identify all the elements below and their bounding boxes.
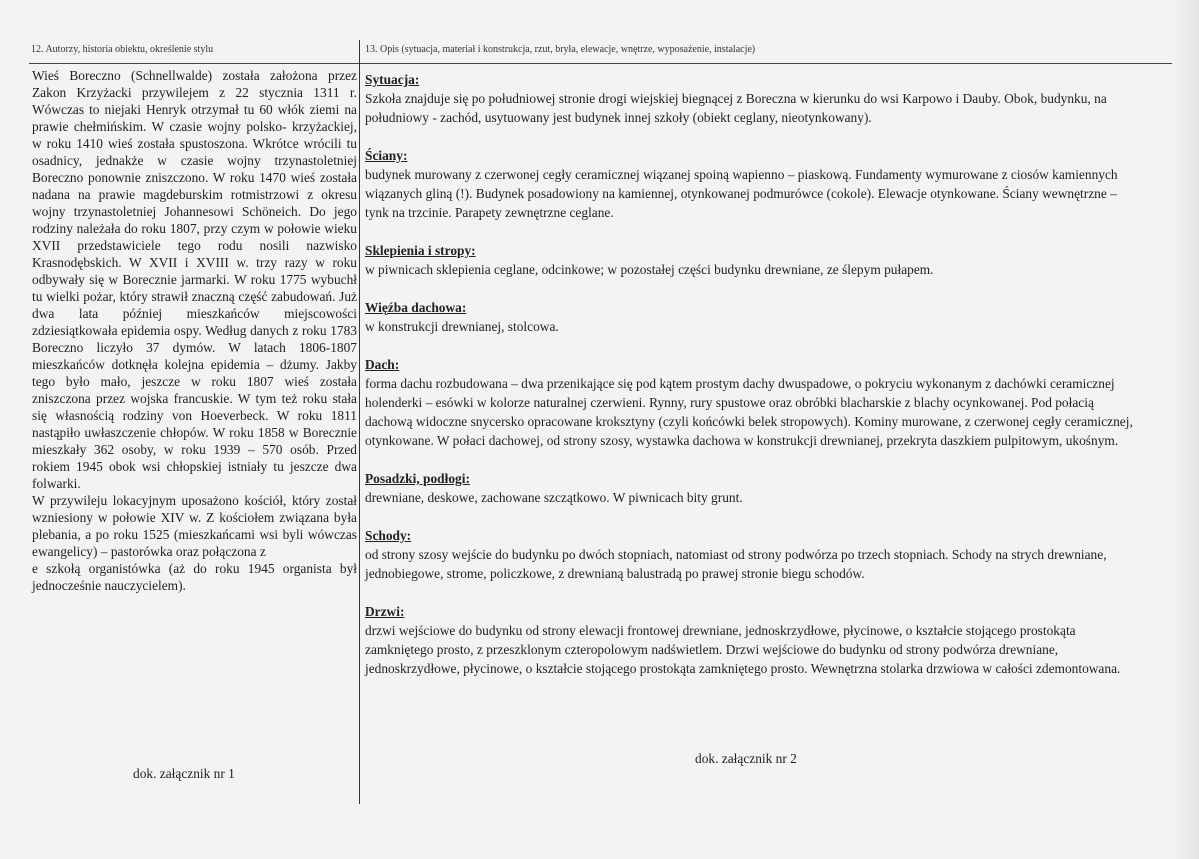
section-sytuacja [365, 70, 1135, 127]
left-footer-note: dok. załącznik nr 1 [133, 766, 235, 781]
section-body: drzwi wejściowe do budynku od strony elewacji frontowej drewniane, jednoskrzydłowe, płycinowe, o kształcie stojącego prostokąta zamkniętego prosto, z przeszklonym czteropolowym nadświetlem. Drzwi wejściowe do budynku od strony podwórza drewniane, jednoskrzydłowe, płycinowe, o kształcie stojącego prostokąta zamkniętego prosto. Wewnętrzna stolarka drzwiowa w całości zdemontowana. [365, 623, 1121, 676]
right-footer-note: dok. załącznik nr 2 [695, 751, 797, 766]
section-title: Drzwi: [365, 604, 405, 619]
section-drzwi [365, 602, 1135, 678]
history-paragraph-3: e szkołą organistówka (aż do roku 1945 organista był jednocześnie nauczycielem). [32, 561, 357, 593]
history-text [32, 67, 357, 594]
section-title: Więźba dachowa: [365, 300, 467, 315]
scan-shadow [1173, 0, 1199, 859]
section-title: Sytuacja: [365, 72, 420, 87]
history-paragraph-2: W przywileju lokacyjnym uposażono kościół, który został wzniesiony w połowie XIV w. Z kościołem związana była plebania, a po roku 1525 (mieszkańcami wsi byli wówczas ewangelicy) – pastorówka oraz połączona z [32, 493, 357, 559]
right-column-header: 13. Opis (sytuacja, materiał i konstrukcja, rzut, bryła, elewacje, wnętrze, wyposażenie, instalacje) [365, 44, 756, 55]
section-title: Schody: [365, 528, 412, 543]
header-divider [29, 63, 1172, 64]
section-body: od strony szosy wejście do budynku po dwóch stopniach, natomiast od strony podwórza po trzech stopniach. Schody na strych drewniane, jednobiegowe, strome, policzkowe, z drewnianą balustradą po prawej stronie biegu schodów. [365, 547, 1107, 581]
section-body: budynek murowany z czerwonej cegły ceramicznej wiązanej spoiną wapienno – piaskową. Fundamenty wymurowane z ciosów kamiennych wiązanych gliną (!). Budynek posadowiony na kamiennej, otynkowanej podmurówce (cokole). Elewacje otynkowane. Ściany wewnętrzne – tynk na trzcinie. Parapety zewnętrzne ceglane. [365, 167, 1118, 220]
section-sklepienia [365, 241, 1135, 279]
left-column-header: 12. Autorzy, historia obiektu, określenie stylu [31, 44, 214, 55]
section-body: forma dachu rozbudowana – dwa przenikające się pod kątem prostym dachy dwuspadowe, o pokryciu wykonanym z dachówki ceramicznej holenderki – esówki w kolorze naturalnej czerwieni. Rynny, rury spustowe oraz obróbki blacharskie z blachy ocynkowanej. Pod połacią dachową widoczne snycersko opracowane kroksztyny (czyli końcówki belek stropowych). Kominy murowane, z czerwonej cegły ceramicznej, otynkowane. W połaci dachowej, od strony szosy, wystawka dachowa w konstrukcji drewnianej, przekryta daszkiem pulpitowym, ukośnym. [365, 376, 1133, 448]
section-body: Szkoła znajduje się po południowej stronie drogi wiejskiej biegnącej z Boreczna w kierunku do wsi Karpowo i Dauby. Obok, budynku, na południowy - zachód, usytuowany jest budynek innej szkoły (obiekt ceglany, nieotynkowany). [365, 91, 1107, 125]
section-posadzki [365, 469, 1135, 507]
column-divider [359, 40, 360, 804]
description-text [365, 70, 1135, 697]
section-dach [365, 355, 1135, 450]
section-schody [365, 526, 1135, 583]
section-body: drewniane, deskowe, zachowane szczątkowo. W piwnicach bity grunt. [365, 490, 743, 505]
history-paragraph-1: Wieś Boreczno (Schnellwalde) została założona przez Zakon Krzyżacki przywilejem z 22 stycznia 1311 r. Wówczas to niejaki Henryk otrzymał tu 60 włók ziemi na prawie chełmińskim. W czasie wojny polsko- krzyżackiej, w roku 1410 wieś została spustoszona. Wkrótce wrócili tu osadnicy, jednakże w czasie wojny trzynastoletniej Boreczno ponownie zniszczono. W roku 1470 wieś została nadana na prawie magdeburskim rotmistrzowi z okresu wojny trzynastoletniej Johannesowi Schöneich. Do jego rodziny należała do roku 1807, przy czym w połowie wieku XVII przedstawiciele tego rodu nosili nazwisko Krasnodębskich. W XVII i XVIII w. trzy razy w roku odbywały się w Borecznie jarmarki. W roku 1775 wybuchł tu wielki pożar, który strawił znaczną część zabudowań. Już dwa lata później mieszkańców miejscowości zdziesiątkowała epidemia ospy. Według danych z roku 1783 Boreczno liczyło 37 dymów. W latach 1806-1807 mieszkańców dotknęła kolejna epidemia – dżumy. Jakby tego było mało, jeszcze w roku 1807 wieś została zniszczona przez wojska francuskie. W tym też roku stała się własnością rodziny von Hoeverbeck. W roku 1811 nastąpiło uwłaszczenie chłopów. W roku 1858 w Borecznie mieszkały 362 osoby, w roku 1939 – 570 osób. Przed rokiem 1945 obok wsi chłopskiej istniały tu jeszcze dwa folwarki. [32, 68, 357, 491]
section-title: Ściany: [365, 148, 408, 163]
section-title: Posadzki, podłogi: [365, 471, 470, 486]
section-title: Sklepienia i stropy: [365, 243, 476, 258]
section-sciany [365, 146, 1135, 222]
section-body: w piwnicach sklepienia ceglane, odcinkowe; w pozostałej części budynku drewniane, ze ślepym pułapem. [365, 262, 934, 277]
section-wiezba [365, 298, 1135, 336]
section-title: Dach: [365, 357, 400, 372]
section-body: w konstrukcji drewnianej, stolcowa. [365, 319, 559, 334]
